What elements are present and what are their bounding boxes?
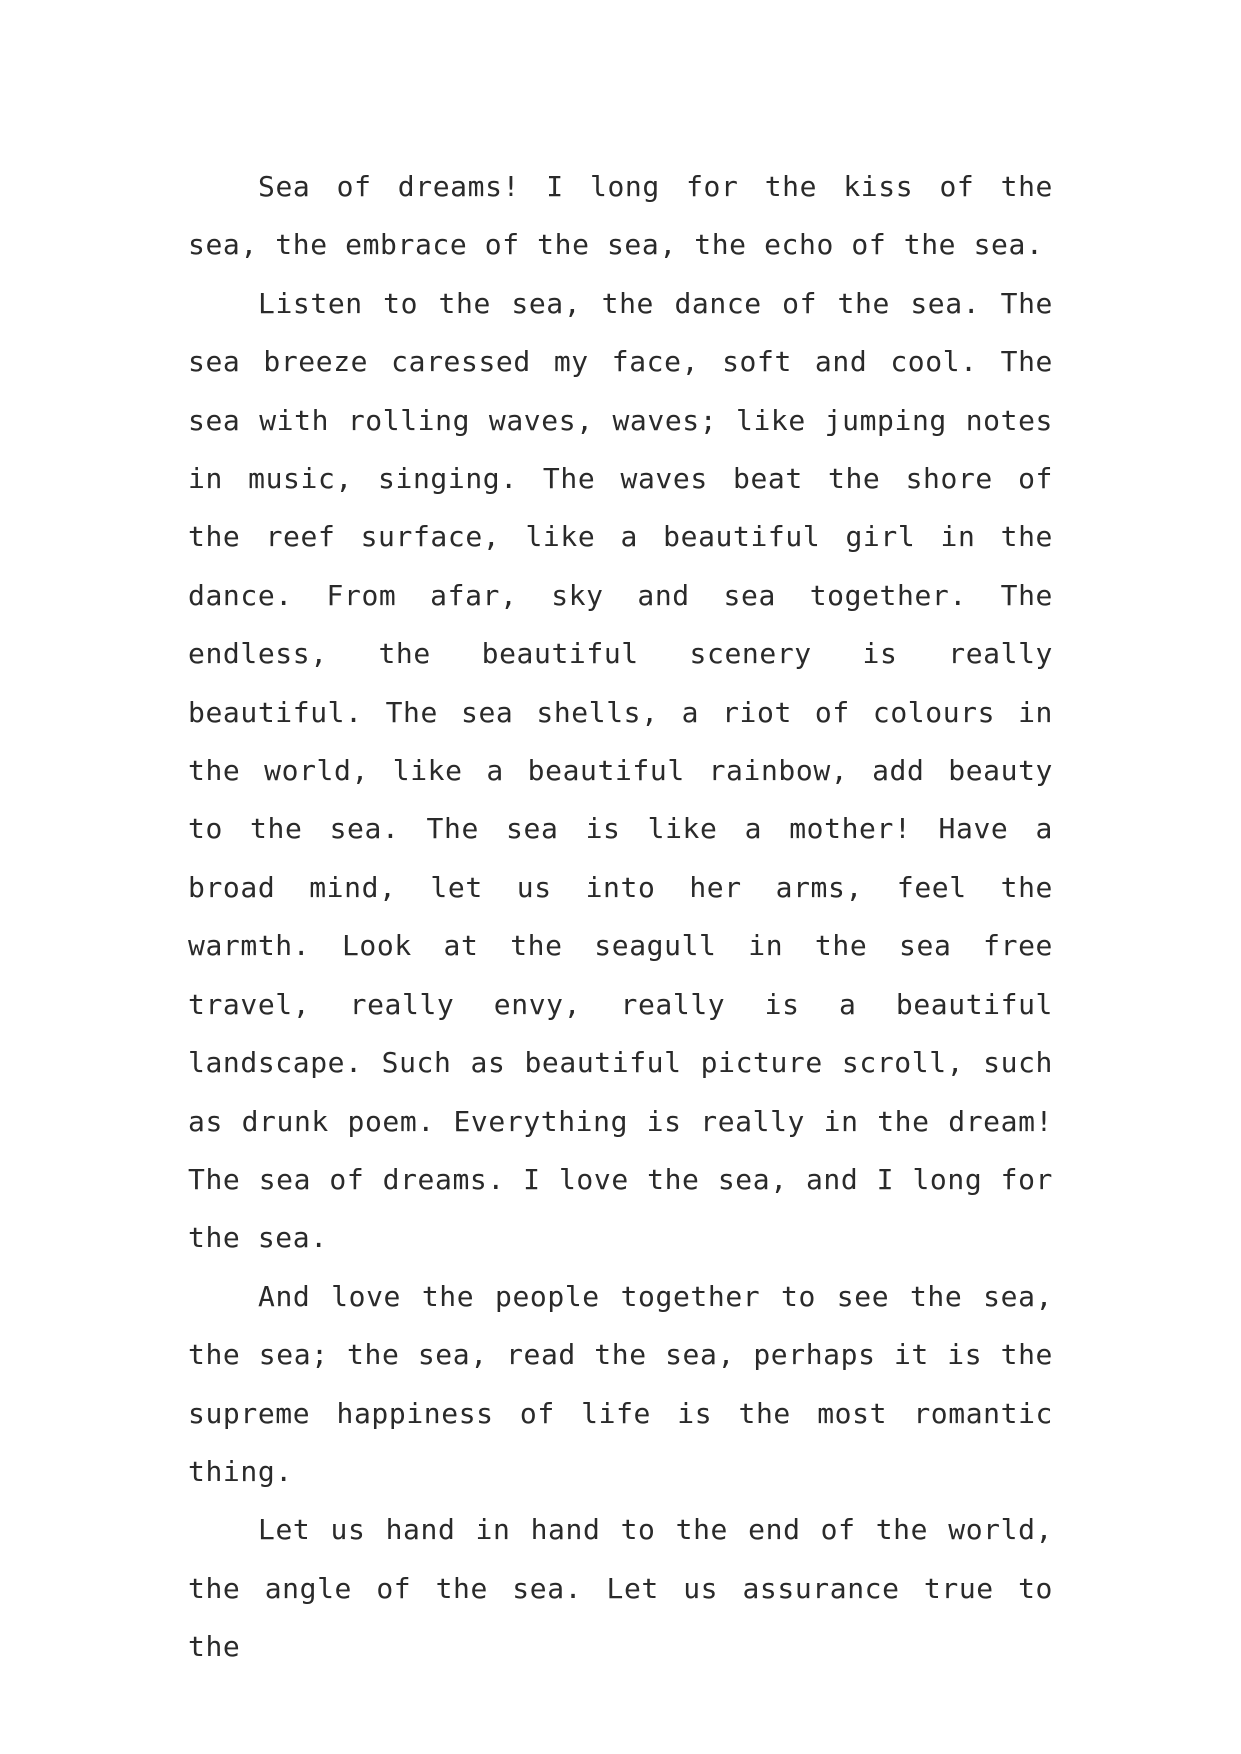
paragraph-2: Listen to the sea, the dance of the sea. The sea breeze caressed my face, soft and cool. The sea with rolling waves, waves; like jumping notes in music, singing. The waves beat the shore of the reef surface, like a beautiful girl in the dance. From afar, sky and sea together. The endless, the beautiful scenery is really beautiful. The sea shells, a riot of colours in the world, like a beautiful rainbow, add beauty to the sea. The sea is like a mother! Have a broad mind, let us into her arms, feel the warmth. Look at the seagull in the sea free travel, really envy, really is a beautiful landscape. Such as beautiful picture scroll, such as drunk poem. Everything is really in the dream! The sea of dreams. I love the sea, and I long for the sea.	[188, 286, 1053, 1255]
paragraph-4: Let us hand in hand to the end of the world, the angle of the sea. Let us assurance true to the	[188, 1513, 1053, 1664]
paragraph-3: And love the people together to see the sea, the sea; the sea, read the sea, perhaps it is the supreme happiness of life is the most romantic thing.	[188, 1279, 1053, 1488]
paragraph-1: Sea of dreams! I long for the kiss of the sea, the embrace of the sea, the echo of the sea.	[188, 170, 1053, 262]
body-text	[188, 158, 1053, 1677]
